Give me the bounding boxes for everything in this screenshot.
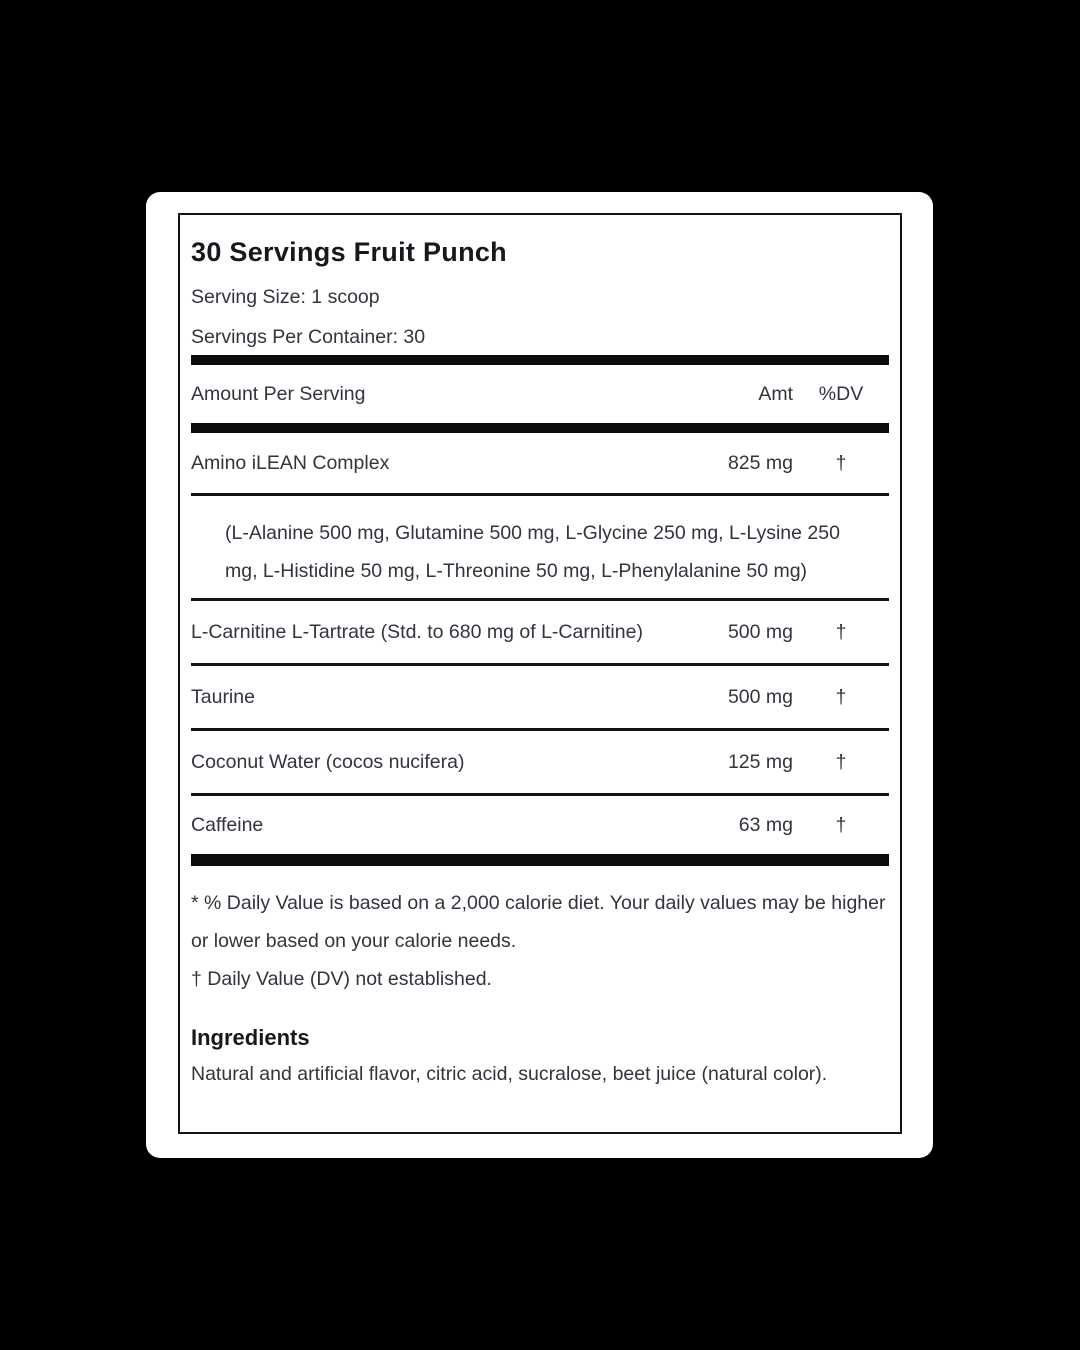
thick-rule-bottom bbox=[191, 854, 889, 866]
ingredient-row-amino-ilean-complex bbox=[191, 433, 889, 493]
supplement-facts-panel bbox=[178, 213, 902, 1134]
ingredient-row-taurine bbox=[191, 666, 889, 728]
ingredients-heading: Ingredients bbox=[191, 1025, 310, 1050]
label-card bbox=[146, 192, 933, 1158]
ingredient-amount: 63 mg bbox=[738, 813, 793, 836]
ingredient-row-coconut-water bbox=[191, 731, 889, 793]
thick-rule-top bbox=[191, 355, 889, 365]
ingredient-name: Coconut Water (cocos nucifera) bbox=[191, 750, 465, 773]
ingredient-amount: 825 mg bbox=[727, 451, 793, 474]
ingredient-dv-dagger: † bbox=[835, 451, 847, 474]
footnotes-block bbox=[191, 884, 889, 998]
ingredient-amount: 500 mg bbox=[727, 685, 793, 708]
ingredient-name: Taurine bbox=[191, 685, 255, 708]
ingredient-dv-dagger: † bbox=[835, 620, 847, 643]
ingredient-dv-dagger: † bbox=[835, 813, 847, 836]
ingredient-name: Amino iLEAN Complex bbox=[191, 451, 390, 474]
column-header-row bbox=[191, 365, 889, 423]
ingredients-list: Natural and artificial flavor, citric acid, sucralose, beet juice (natural color). bbox=[191, 1063, 828, 1085]
ingredient-row-l-carnitine bbox=[191, 601, 889, 663]
ingredient-name: L-Carnitine L-Tartrate (Std. to 680 mg of L-Carnitine) bbox=[191, 620, 643, 643]
amount-per-serving-header: Amount Per Serving bbox=[191, 382, 366, 405]
amino-complex-detail: (L-Alanine 500 mg, Glutamine 500 mg, L-Glycine 250 mg, L-Lysine 250 mg, L-Histidine 50 mg, L-Threonine 50 mg, L-Phenylalanine 50 mg) bbox=[225, 522, 840, 582]
ingredient-row-caffeine bbox=[191, 796, 889, 854]
amt-column-header: Amt bbox=[758, 382, 793, 405]
panel-title: 30 Servings Fruit Punch bbox=[191, 237, 507, 267]
ingredient-dv-dagger: † bbox=[835, 685, 847, 708]
dv-not-established-footnote: † Daily Value (DV) not established. bbox=[191, 968, 492, 990]
thick-rule-header bbox=[191, 423, 889, 433]
servings-per-container-line: Servings Per Container: 30 bbox=[191, 326, 426, 348]
daily-value-footnote: * % Daily Value is based on a 2,000 calorie diet. Your daily values may be higher or lower based on your calorie needs. bbox=[191, 892, 886, 952]
ingredient-amount: 500 mg bbox=[727, 620, 793, 643]
serving-size-line: Serving Size: 1 scoop bbox=[191, 286, 380, 308]
ingredient-amount: 125 mg bbox=[727, 750, 793, 773]
ingredient-dv-dagger: † bbox=[835, 750, 847, 773]
ingredient-name: Caffeine bbox=[191, 813, 264, 836]
dv-column-header: %DV bbox=[818, 382, 864, 405]
